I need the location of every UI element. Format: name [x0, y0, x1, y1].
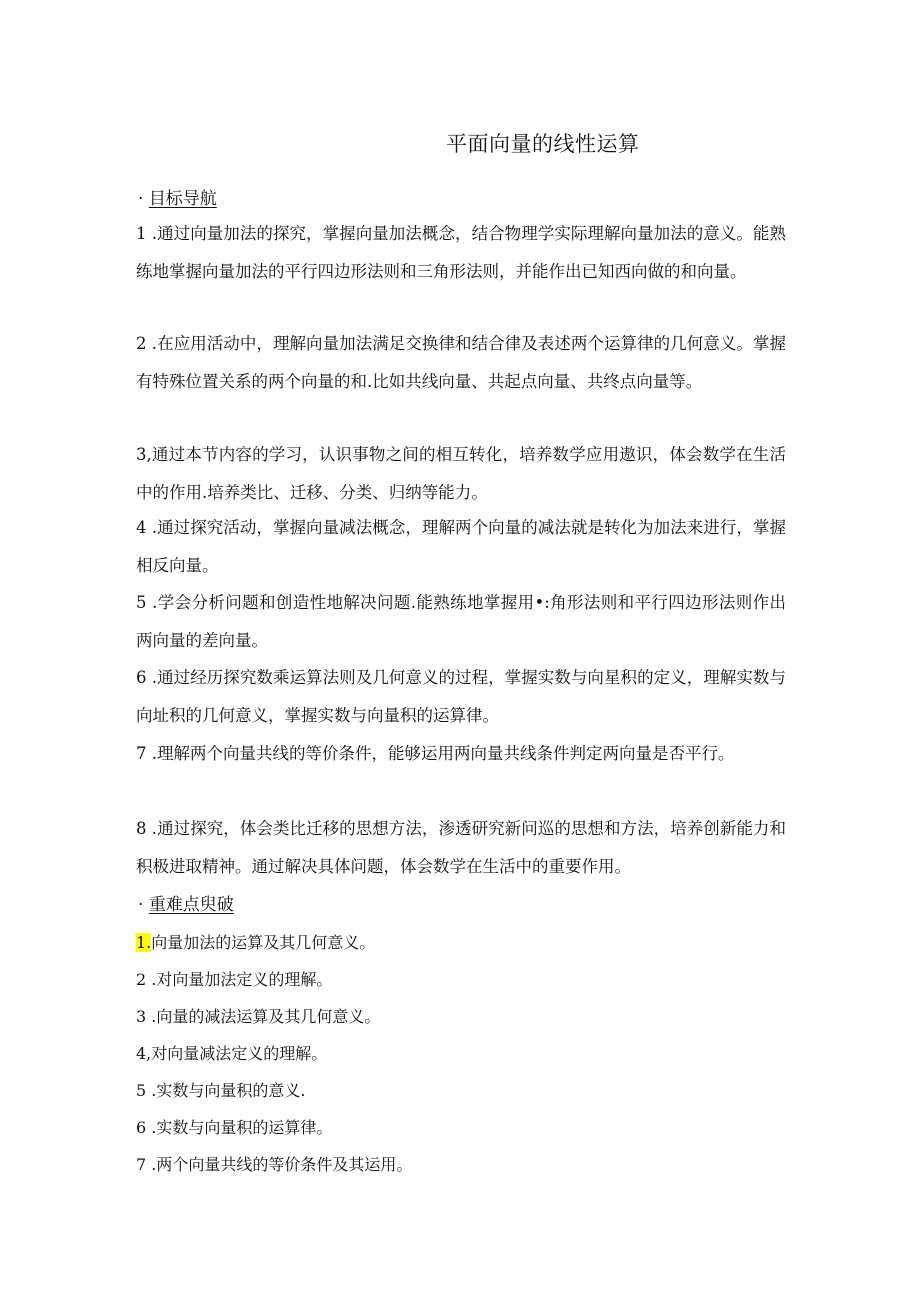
heading-bullet: ·: [138, 189, 144, 209]
page-title: 平面向量的线性运算: [446, 132, 640, 156]
key-point-item: 7 .两个向量共线的等价条件及其运用。: [136, 1155, 413, 1174]
heading-text: 重难点臾破: [148, 895, 234, 915]
highlighted-number: 1.: [136, 933, 152, 952]
heading-text: 目标导航: [148, 189, 217, 209]
goal-item: 7 .理解两个向量共线的等价条件，能够运用两向量共线条件判定两向量是否平行。: [136, 744, 735, 763]
section-heading-key-points: [138, 890, 234, 915]
key-point-text: 向量加法的运算及其几何意义。: [151, 933, 376, 952]
goal-item: 6 .通过经历探究数乘运算法则及几何意义的过程，掌握实数与向星积的定义，理解实数与向址积的几何意义，掌握实数与向量积的运算律。: [136, 668, 786, 725]
key-point-item: 5 .实数与向量积的意义.: [136, 1081, 306, 1100]
goal-item: 5 .学会分析问题和创造性地解决问题.能熟练地掌握用•:角形法则和平行四边形法则作出两向量的差向量。: [136, 593, 786, 650]
goal-item: 2 .在应用活动中，理解向量加法满足交换律和结合律及表述两个运算律的几何意义。掌握有特殊位置关系的两个向量的和.比如共线向量、共起点向量、共终点向量等。: [136, 334, 786, 391]
heading-bullet: ·: [138, 895, 144, 915]
key-point-item: [136, 930, 375, 953]
key-point-item: 3 .向量的减法运算及其几何意义。: [136, 1007, 381, 1026]
key-point-item: 6 .实数与向量积的运算律。: [136, 1118, 333, 1137]
section-heading-goals: [138, 184, 217, 209]
goal-item: 1 .通过向量加法的探究，掌握向量加法概念，结合物理学实际理解向量加法的意义。能熟练地掌握向量加法的平行四边形法则和三角形法则，并能作出已知西向做的和向量。: [136, 224, 786, 281]
goal-item: 4 .通过探究活动，掌握向量减法概念，理解两个向量的减法就是转化为加法来进行，掌握相反向量。: [136, 518, 786, 575]
key-point-item: 4,对向量减法定义的理解。: [136, 1044, 328, 1063]
goal-item: 8 .通过探究，体会类比迁移的思想方法，渗透研究新问巡的思想和方法，培养创新能力和积极进取精神。通过解决具体问题，体会数学在生活中的重要作用。: [136, 819, 786, 876]
key-point-item: 2 .对向量加法定义的理解。: [136, 970, 333, 989]
goal-item: 3,通过本节内容的学习，认识事物之间的相互转化，培养数学应用遨识，体会数学在生活中的作用.培养类比、迁移、分类、归纳等能力。: [136, 445, 786, 502]
